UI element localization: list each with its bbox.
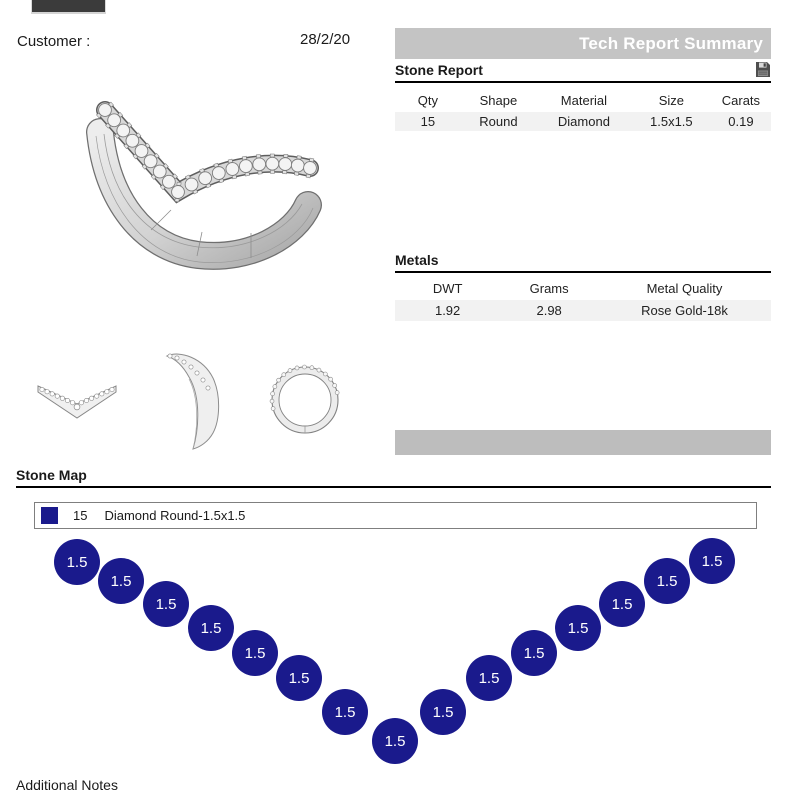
- col-shape: Shape: [479, 92, 518, 108]
- stone-map-stone: 1.5: [54, 539, 100, 585]
- metals-table: [395, 277, 771, 321]
- col-qty: Qty: [417, 92, 439, 108]
- stone-map-stone: 1.5: [555, 605, 601, 651]
- save-icon[interactable]: [755, 61, 771, 81]
- stone-report-title: Stone Report: [395, 62, 483, 78]
- cell-size: 1.5x1.5: [632, 112, 711, 131]
- stone-report-section-header: [395, 61, 771, 83]
- stone-report-table: [395, 88, 771, 131]
- stone-map-stone: 1.5: [98, 558, 144, 604]
- stone-map-canvas: [0, 530, 786, 778]
- col-carats: Carats: [721, 92, 761, 108]
- stone-map-stone: 1.5: [276, 655, 322, 701]
- stone-map-stone: 1.5: [466, 655, 512, 701]
- stone-map-legend: [34, 502, 757, 529]
- stone-table-row: [395, 112, 771, 131]
- ring-perspective-render: [55, 80, 385, 290]
- legend-color-swatch: [41, 507, 58, 524]
- stone-map-stone: 1.5: [143, 581, 189, 627]
- stone-map-stone: 1.5: [511, 630, 557, 676]
- partial-toolbar-button[interactable]: [31, 0, 106, 14]
- customer-label: Customer :: [17, 33, 91, 50]
- report-date: 28/2/20: [300, 31, 351, 48]
- report-title-bar: Tech Report Summary: [395, 28, 771, 59]
- stone-map-stone: 1.5: [599, 581, 645, 627]
- metals-row: [395, 300, 771, 321]
- metals-section-header: [395, 252, 771, 273]
- col-grams: Grams: [529, 281, 569, 296]
- empty-gray-bar: [395, 430, 771, 455]
- cell-dwt: 1.92: [395, 300, 500, 321]
- cell-metal-quality: Rose Gold-18k: [598, 300, 771, 321]
- stone-map-stone: 1.5: [232, 630, 278, 676]
- stone-map-stone: 1.5: [689, 538, 735, 584]
- cell-grams: 2.98: [500, 300, 598, 321]
- stone-map-stone: 1.5: [420, 689, 466, 735]
- col-metal-quality: Metal Quality: [646, 281, 723, 296]
- additional-notes-title: Additional Notes: [16, 777, 118, 793]
- legend-count: 15: [73, 508, 88, 523]
- cell-qty: 15: [395, 112, 461, 131]
- stone-map-title: Stone Map: [16, 467, 87, 483]
- metals-header-row: [395, 277, 771, 300]
- cell-shape: Round: [461, 112, 536, 131]
- stone-map-stone: 1.5: [644, 558, 690, 604]
- col-dwt: DWT: [432, 281, 463, 296]
- stone-map-stone: 1.5: [372, 718, 418, 764]
- stone-map-stone: 1.5: [322, 689, 368, 735]
- metals-title: Metals: [395, 252, 439, 268]
- col-size: Size: [658, 92, 684, 108]
- legend-label: Diamond Round-1.5x1.5: [104, 508, 246, 523]
- stone-map-stone: 1.5: [188, 605, 234, 651]
- cell-material: Diamond: [536, 112, 632, 131]
- col-material: Material: [560, 92, 608, 108]
- stone-map-section-header: [16, 467, 771, 488]
- ring-ortho-views: [20, 340, 360, 460]
- cell-carats: 0.19: [711, 112, 771, 131]
- stone-table-header-row: [395, 88, 771, 112]
